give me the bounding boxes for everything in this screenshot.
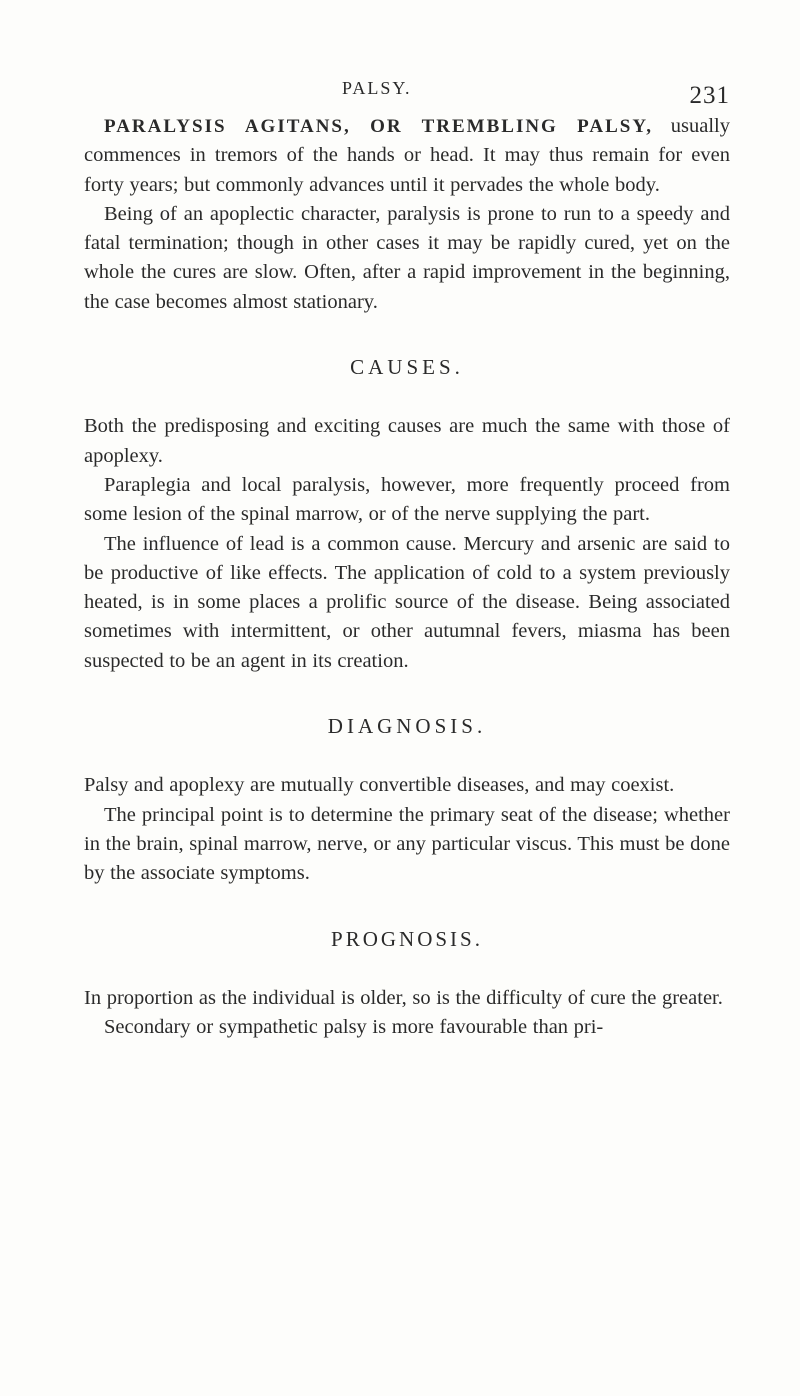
- body-text: [84, 112, 730, 1042]
- diagnosis-paragraph-1: Palsy and apoplexy are mutually convertible diseases, and may coexist.: [84, 774, 675, 797]
- causes-paragraph-1: Both the predisposing and exciting causes are much the same with those of apoplexy.: [84, 415, 730, 467]
- intro-paragraph-1: [84, 112, 730, 200]
- lead-caps: PARALYSIS AGITANS, OR TREMBLING PALSY,: [104, 116, 654, 137]
- section-heading-prognosis: PROGNOSIS.: [331, 926, 483, 951]
- intro-paragraph-2: Being of an apoplectic character, paralysis is prone to run to a speedy and fatal termination; though in other cases it may be rapidly cured, yet on the whole the cures are slow. Often, after a rapid improvement in the beginning, the case becomes almost stationary.: [84, 202, 730, 313]
- page-number: 231: [689, 82, 730, 109]
- running-title: PALSY.: [342, 78, 412, 98]
- diagnosis-paragraph-2: The principal point is to determine the primary seat of the disease; whether in the brain, spinal marrow, nerve, or any particular viscus. This must be done by the associate symptoms.: [84, 803, 730, 885]
- running-head: [84, 0, 730, 112]
- section-heading-diagnosis: DIAGNOSIS.: [327, 714, 487, 739]
- prognosis-paragraph-1: In proportion as the individual is older, so is the difficulty of cure the greater.: [84, 986, 723, 1009]
- prognosis-paragraph-2: Secondary or sympathetic palsy is more favourable than pri-: [104, 1016, 604, 1039]
- causes-paragraph-3: The influence of lead is a common cause. Mercury and arsenic are said to be productive of like effects. The application of cold to a system previously heated, is in some places a prolific source of the disease. Being associated sometimes with intermittent, or other autumnal fevers, miasma has been suspected to be an agent in its creation.: [84, 532, 730, 672]
- causes-paragraph-2: Paraplegia and local paralysis, however, more frequently proceed from some lesion of the spinal marrow, or of the nerve supplying the part.: [84, 473, 730, 526]
- lead-rest: usually commences in tremors of the hands or head. It may thus remain for even forty years; but commonly advances until it pervades the whole body.: [84, 115, 730, 196]
- section-heading-causes: CAUSES.: [350, 355, 464, 380]
